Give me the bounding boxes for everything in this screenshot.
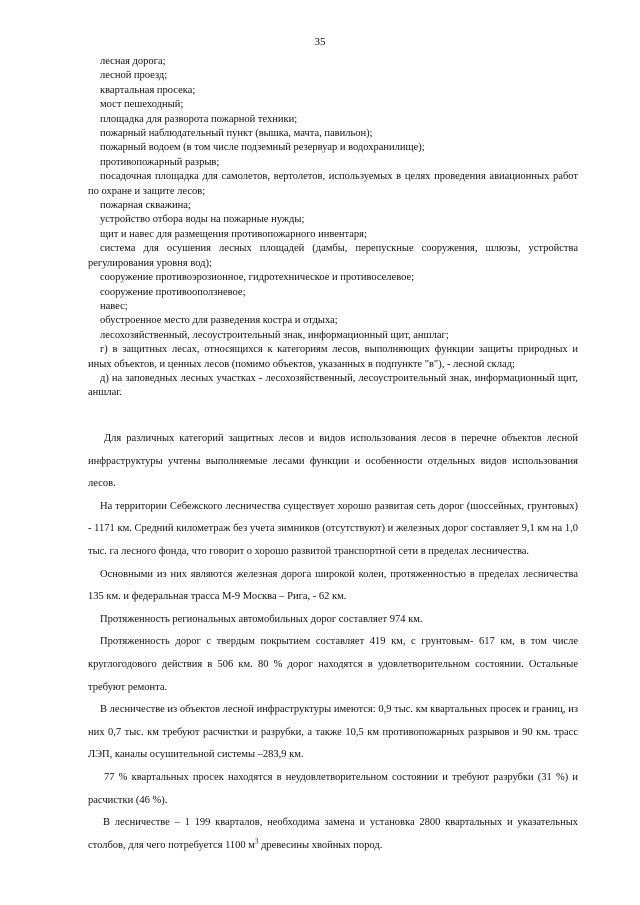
list-item: мост пешеходный;	[100, 99, 184, 111]
paragraph: Протяженность дорог с твердым покрытием составляет 419 км, с грунтовым- 617 км, в том числе круглогодового действия в 506 км. 80 % дорог находятся в удовлетворительном состоянии. Остальные требуют ремонта.	[88, 636, 578, 693]
paragraph: Для различных категорий защитных лесов и видов использования лесов в перечне объектов лесной инфраструктуры учтены выполняемые лесами функции и особенности отдельных видов использования лесов.	[88, 433, 578, 490]
list-item: посадочная площадка для самолетов, вертолетов, используемых в целях проведения авиационных работ по охране и защите лесов;	[88, 171, 578, 197]
cubic-superscript: 3	[254, 837, 259, 846]
list-item: лесохозяйственный, лесоустроительный знак, информационный щит, аншлаг;	[100, 329, 449, 341]
list-item: пожарный водоем (в том числе подземный резервуар и водохранилище);	[100, 142, 425, 154]
body-text	[88, 428, 578, 857]
list-item: устройство отбора воды на пожарные нужды;	[100, 214, 305, 226]
list-item: сооружение противоэрозионное, гидротехническое и противоселевое;	[100, 272, 415, 284]
list-item: обустроенное место для разведения костра и отдыха;	[100, 315, 338, 327]
page-number: 35	[314, 36, 326, 48]
list-item: площадка для разворота пожарной техники;	[100, 113, 298, 125]
list-item: противопожарный разрыв;	[100, 156, 220, 168]
paragraph: На территории Себежского лесничества существует хорошо развитая сеть дорог (шоссейных, грунтовых) - 1171 км. Средний километраж без учета зимников (отсутствуют) и железных дорог составляет 9,1 км на 1,0 тыс. га лесного фонда, что говорит о хорошо развитой транспортной сети в пределах лесничества.	[88, 500, 578, 557]
paragraph: Протяженность региональных автомобильных дорог составляет 974 км.	[100, 613, 423, 625]
list-item-subpoint-g: г) в защитных лесах, относящихся к категориям лесов, выполняющих функции защиты природных и иных объектов, и ценных лесов (помимо объектов, указанных в подпункте "в"), - лесной склад;	[88, 344, 578, 370]
list-item: система для осушения лесных площадей (дамбы, перепускные сооружения, шлюзы, устройства регулирования уровня вод);	[88, 243, 578, 269]
list-item: навес;	[100, 300, 128, 312]
paragraph: В лесничестве из объектов лесной инфраструктуры имеются: 0,9 тыс. км квартальных просек и границ, из них 0,7 тыс. км требуют расчистки и разрубки, а также 10,5 км противопожарных разрывов и 90 км. трасс ЛЭП, каналы осушительной системы –283,9 км.	[88, 704, 578, 761]
list-item: сооружение противооползневое;	[100, 286, 246, 298]
paragraph-text-tail: древесины хвойных пород.	[258, 839, 383, 851]
list-item: пожарная скважина;	[100, 200, 191, 212]
infrastructure-object-list	[88, 55, 578, 401]
list-item: лесная дорога;	[100, 56, 166, 67]
list-item-subpoint-d: д) на заповедных лесных участках - лесохозяйственный, лесоустроительный знак, информационный щит, аншлаг.	[88, 372, 578, 399]
paragraph	[88, 812, 578, 857]
list-item: пожарный наблюдательный пункт (вышка, мачта, павильон);	[100, 128, 373, 140]
list-item: квартальная просека;	[100, 84, 196, 96]
paragraph: Основными из них являются железная дорога широкой колеи, протяженностью в пределах лесничества 135 км. и федеральная трасса М-9 Москва – Рига, - 62 км.	[88, 568, 578, 603]
paragraph-text: В лесничестве – 1 199 кварталов, необходима замена и установка 2800 квартальных и указательных столбов, для чего потребуется 1100 м	[88, 817, 578, 851]
list-item: щит и навес для размещения противопожарного инвентаря;	[100, 228, 367, 240]
list-item: лесной проезд;	[100, 70, 168, 82]
paragraph: 77 % квартальных просек находятся в неудовлетворительном состоянии и требуют разрубки (31 %) и расчистки (46 %).	[88, 771, 578, 806]
